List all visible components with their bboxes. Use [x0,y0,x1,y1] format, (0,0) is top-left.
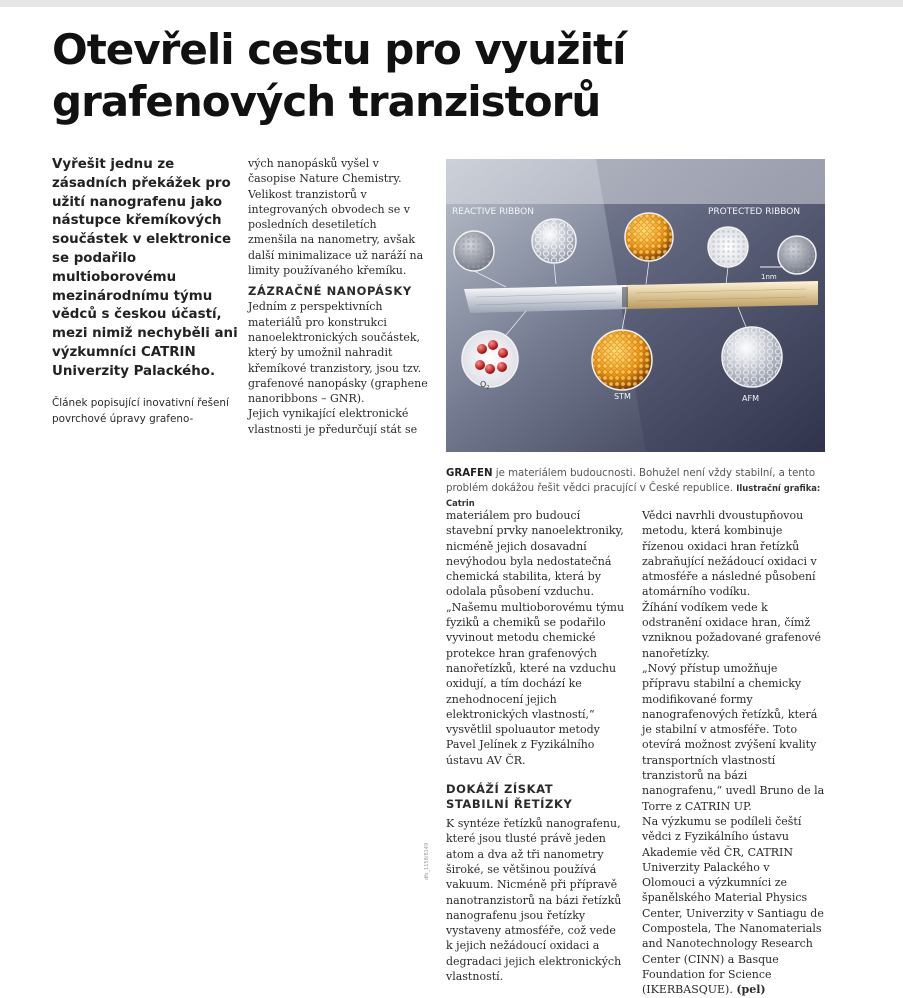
column-4 [642,508,826,998]
lead-paragraph: Vyřešit jednu ze zásadních překážek pro užití nanografenu jako nástupce křemíkových součástek v elektronice se podařilo multioborovému mezinárodnímu týmu vědců s českou účastí, mezi nimiž nechyběli ani výzkumníci CATRIN Univerzity Palackého. [52,157,238,379]
caption-credit: Ilustrační grafika: Catrin [446,483,821,508]
headline-line-1: Otevřeli cestu pro využití [52,25,626,74]
subheading-nanopasky: ZÁZRAČNÉ NANOPÁSKY [248,284,412,299]
col4-paragraph-2: Žíhání vodíkem vede k odstranění oxidace hran, čímž vzniknou požadované grafenové nanořetízky. [642,600,821,660]
col1-paragraph: Článek popisující inovativní řešení povrchové úpravy grafeno- [52,397,229,425]
column-1-text [52,396,232,427]
illustration-graphene-ribbons [446,159,825,452]
author-tag: (pel) [736,983,766,997]
margin-code: dfs_1158/8149 [424,842,430,880]
subheading-retizky: DOKÁŽÍ ZÍSKAT STABILNÍ ŘETÍZKY [446,782,573,812]
col2-paragraph-4: Jejich vynikající elektronické vlastnosti je předurčují stát se [248,407,418,436]
headline-line-2: grafenových tranzistorů [52,77,601,126]
top-bar [0,0,903,7]
ribbon-diagram [446,159,825,452]
label-protected-ribbon: PROTECTED RIBBON [708,207,801,217]
scale-label: 1nm [761,273,777,281]
o2-label: $O_2$ [480,380,490,391]
col3-paragraph-2: „Našemu multioborovému týmu fyziků a chemiků se podařilo vyvinout metodu chemické protekce hran grafenových nanořetízků, které na vzduchu oxidují, a tím dochází ke znehodnocení jejich elektronických vlastností,“ vysvětlil spoluautor metody Pavel Jelínek z Fyzikálního ústavu AV ČR. [446,600,625,767]
caption-text: je materiálem budoucnosti. Bohužel není vždy stabilní, a tento problém dokážou řešit vědci pracující v České republice. [446,468,816,494]
afm-label: AFM [742,394,759,403]
column-2 [248,156,428,437]
col2-paragraph-1: vých nanopásků vyšel v časopise Nature Chemistry. [248,157,402,186]
col2-paragraph-3: Jedním z perspektivních materiálů pro konstrukci nanoelektronických součástek, který by umožnil nahradit křemíkové tranzistory, jsou tzv. grafenové nanopásky (graphene nanoribbons – GNR). [248,300,428,406]
reactive-ribbon [464,285,626,313]
col4-paragraph-4: Na výzkumu se podíleli čeští vědci z Fyzikálního ústavu Akademie věd ČR, CATRIN Univerzity Palackého v Olomouci a výzkumníci ze španělského Material Physics Center, Univerzity v Santiagu de Compostela, The Nanomaterials and Nanotechnology Research Center (CINN) a Basque Foundation for Science (IKERBASQUE). (pel) [642,814,824,997]
stm-label: STM [614,392,631,401]
col3-paragraph-3: K syntéze řetízků nanografenu, které jsou tlusté právě jeden atom a dva až tři nanometry široké, se většinou používá vakuum. Nicméně při přípravě nanotranzistorů na bázi řetízků nanografenu jsou řetízky vystaveny atmosféře, což vede k jejich nežádoucí oxidaci a degradaci jejich elektronických vlastností. [446,817,622,984]
protected-ribbon [626,281,818,309]
column-3 [446,508,626,984]
col4-paragraph-1: Vědci navrhli dvoustupňovou metodu, která kombinuje řízenou oxidaci hran řetízků zabraňující nežádoucí oxidaci v atmosféře a následné působení atomárního vodíku. [642,509,817,599]
col4-paragraph-3: „Nový přístup umožňuje přípravu stabilní a chemicky modifikované formy nanografenových řetízků, která je stabilní v atmosféře. Toto otevírá možnost zvýšení kvality transportních vlastností tranzistorů na bázi nanografenu,“ uvedl Bruno de la Torre z CATRIN UP. [642,661,825,813]
o2-molecule-circle [462,331,518,387]
col3-paragraph-1: materiálem pro budoucí stavební prvky nanoelektroniky, nicméně jejich dosavadní nevýhodou byla nedostatečná chemická stabilita, která by odolala působení vzduchu. [446,509,624,599]
caption-lead-word: GRAFEN [446,468,493,479]
figure-caption [446,466,836,511]
label-reactive-ribbon: REACTIVE RIBBON [452,207,534,217]
headline [52,24,832,128]
col2-paragraph-2: Velikost tranzistorů v integrovaných obvodech se v posledních desetiletích zmenšila na nanometry, avšak další minimalizace už naráží na limity používaného křemíku. [248,187,424,278]
